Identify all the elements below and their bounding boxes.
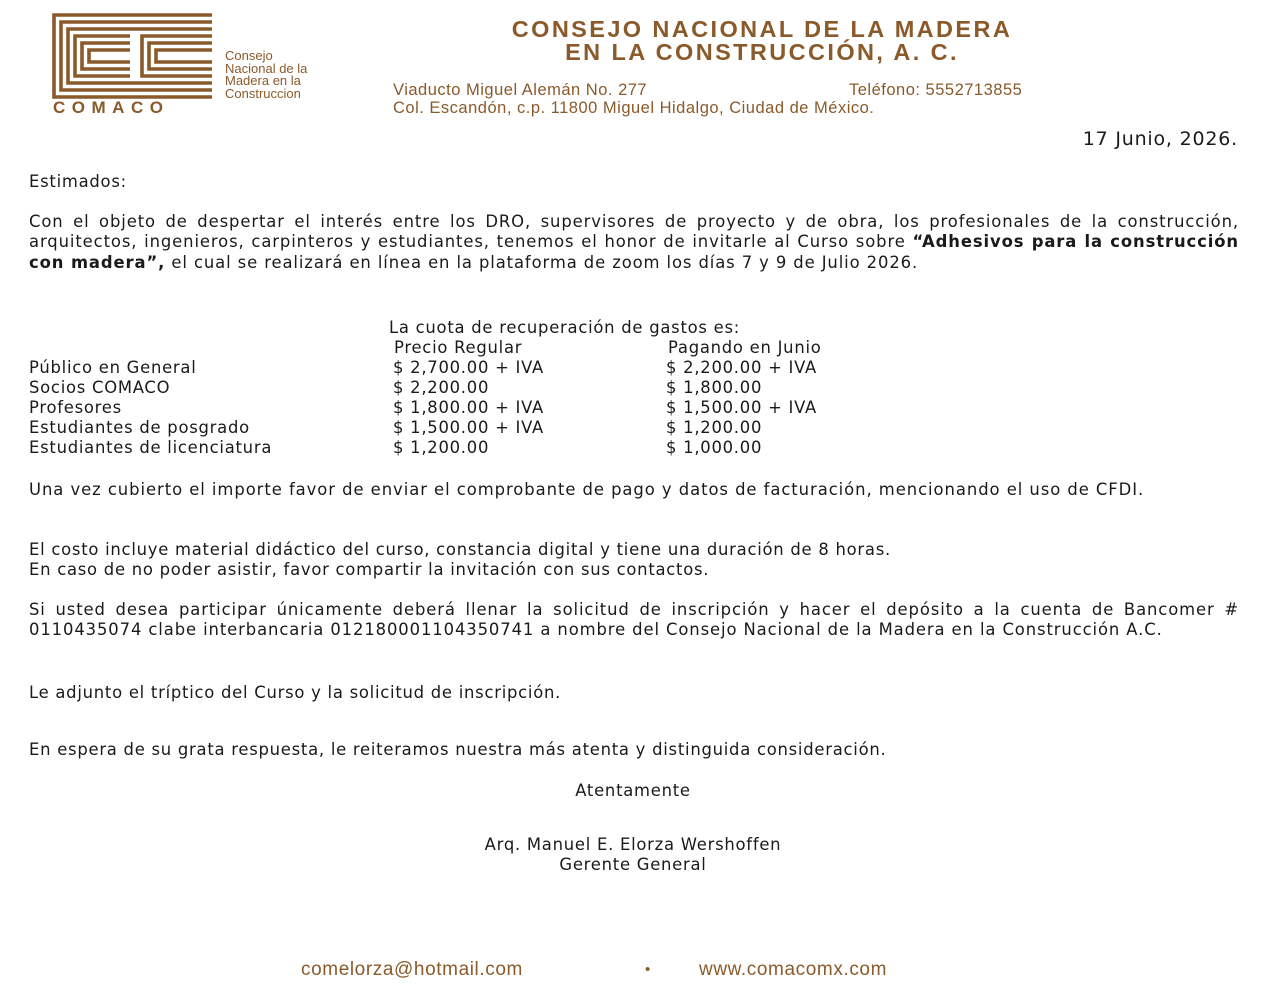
fee-june: $ 1,000.00 [666, 438, 763, 457]
col-june-header: Pagando en Junio [668, 338, 822, 357]
address-phone: Teléfono: 5552713855 [849, 81, 1023, 99]
cost-note-line1: El costo incluye material didáctico del curso, constancia digital y tiene una duración de 8 horas. [29, 540, 891, 559]
logo-org-name [225, 50, 365, 100]
fee-category: Público en General [29, 358, 197, 377]
payment-note: Una vez cubierto el importe favor de enviar el comprobante de pago y datos de facturación, mencionando el uso de CFDI. [29, 480, 1145, 499]
footer-email[interactable]: comelorza@hotmail.com [301, 959, 523, 980]
cost-note-line2: En caso de no poder asistir, favor compartir la invitación con sus contactos. [29, 560, 710, 579]
comaco-logo [52, 13, 214, 99]
logo-text-line: Construccion [225, 85, 301, 101]
attachment-note: Le adjunto el tríptico del Curso y la solicitud de inscripción. [29, 683, 562, 702]
signer-name: Arq. Manuel E. Elorza Wershoffen [484, 835, 782, 854]
letter-date: 17 Junio, 2026. [1082, 128, 1238, 150]
closing-line: En espera de su grata respuesta, le reiteramos nuestra más atenta y distinguida consideración. [29, 740, 887, 759]
org-title-line1: CONSEJO NACIONAL DE LA MADERA [511, 16, 1013, 42]
fee-category: Estudiantes de posgrado [29, 418, 250, 437]
fee-june: $ 2,200.00 + IVA [666, 358, 817, 377]
org-title-line2: EN LA CONSTRUCCIÓN, A. C. [565, 39, 959, 65]
fee-regular: $ 1,200.00 [393, 438, 490, 457]
logo-text-line: Consejo [225, 48, 273, 63]
col-regular-header: Precio Regular [394, 338, 523, 357]
logo-text-line: Madera en la [225, 73, 301, 88]
logo-wordmark: COMACO [53, 98, 170, 117]
fee-regular: $ 2,200.00 [393, 378, 490, 397]
address-street: Viaducto Miguel Alemán No. 277 [393, 81, 648, 99]
greeting: Estimados: [29, 172, 127, 191]
letterhead-address [393, 81, 1023, 117]
fee-june: $ 1,800.00 [666, 378, 763, 397]
fee-regular: $ 1,500.00 + IVA [393, 418, 544, 437]
footer-separator: • [645, 961, 651, 978]
course-title: “Adhesivos para la construcción con madera”, [29, 232, 1239, 272]
logo-text-line: Nacional de la [225, 60, 308, 76]
intro-text-end: el cual se realizará en línea en la plataforma de zoom los días 7 y 9 de Julio 2026. [165, 252, 919, 272]
intro-text: Con el objeto de despertar el interés entre los DRO, supervisores de proyecto y de obra, los profesionales de la construcción, arquitectos, ingenieros, carpinteros y estudiantes, tenemos el honor de invitarle al Curso sobre [29, 212, 1239, 252]
deposit-note: Si usted desea participar únicamente deberá llenar la solicitud de inscripción y hacer el depósito a la cuenta de Bancomer # 0110435074 clabe interbancaria 012180001104350741 a nombre del Consejo Nacional de la Madera en la Construcción A.C. [29, 600, 1239, 640]
fee-june: $ 1,500.00 + IVA [666, 398, 817, 417]
address-line2: Col. Escandón, c.p. 11800 Miguel Hidalgo, Ciudad de México. [393, 99, 875, 117]
fee-category: Estudiantes de licenciatura [29, 438, 273, 457]
intro-paragraph [29, 212, 1239, 273]
fee-category: Profesores [29, 398, 122, 417]
fees-title: La cuota de recuperación de gastos es: [389, 318, 741, 337]
fee-regular: $ 1,800.00 + IVA [393, 398, 544, 417]
fee-category: Socios COMACO [29, 378, 171, 397]
fee-regular: $ 2,700.00 + IVA [393, 358, 544, 377]
footer-website[interactable]: www.comacomx.com [699, 959, 888, 980]
fee-june: $ 1,200.00 [666, 418, 763, 437]
signer-title: Gerente General [559, 855, 707, 874]
organization-title [392, 18, 1132, 64]
sign-off: Atentamente [575, 781, 691, 800]
